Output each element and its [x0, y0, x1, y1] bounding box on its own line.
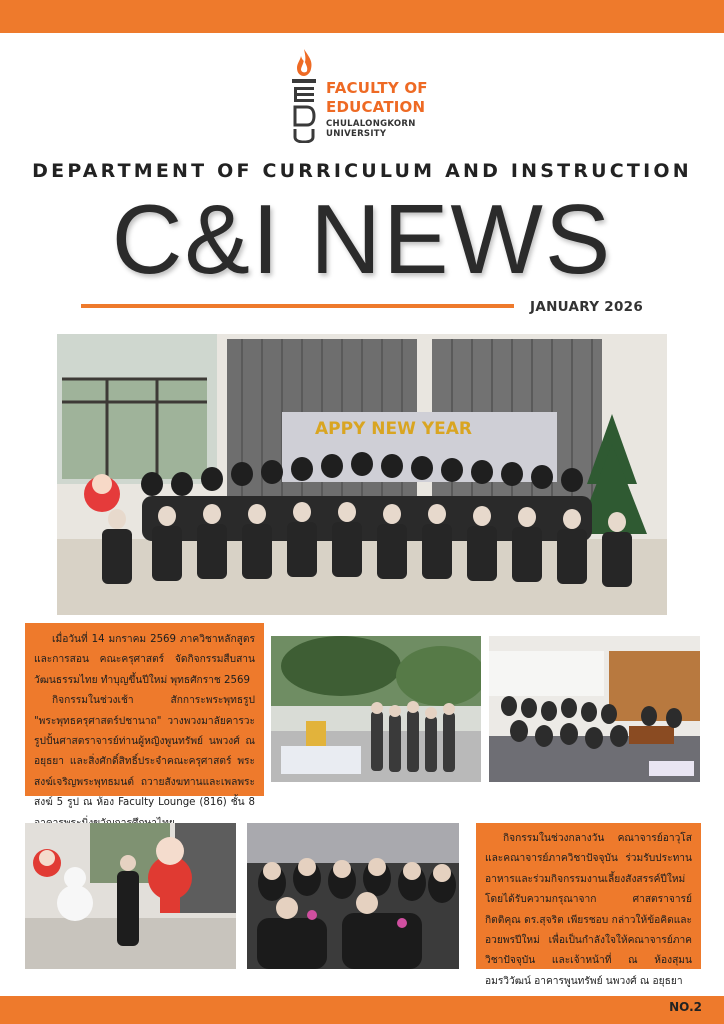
article-left-paragraph-2: กิจกรรมในช่วงเช้า สักการะพระพุทธรูป "พระพุทธครุศาสตร์ปชานาถ" วางพวงมาลัยคารวะรูปปั้นศาสตราจารย์ท่านผู้หญิงพูนทรัพย์ นพวงศ์ ณ อยุธยา และสิ่งศักดิ์สิทธิ์ประจำคณะครุศาสตร์ พระสงฆ์เจริญพระพุทธมนต์ ถวายสังฆทานและเพลพระสงฆ์ 5 รูป ณ ห้อง Faculty Lounge (816) ชั้น 8: [34, 695, 255, 809]
speaker-photo: [25, 823, 236, 969]
title-rule: [81, 304, 514, 308]
party-photo: [247, 823, 459, 969]
department-heading: DEPARTMENT OF CURRICULUM AND INSTRUCTION: [32, 160, 692, 182]
logo-university-line-1: CHULALONGKORN: [326, 119, 416, 129]
torch-edu-icon: [287, 47, 321, 143]
logo-university-line-2: UNIVERSITY: [326, 129, 387, 139]
newsletter-title: C&I NEWS: [111, 184, 613, 294]
article-right-paragraph-1: กิจกรรมในช่วงกลางวัน คณาจารย์อาวุโส และคณาจารย์ภาควิชาปัจจุบัน ร่วมรับประทานอาหารและร่วมกิจกรรมงานเลี้ยงสังสรรค์ปีใหม่ โดยได้รับความกรุณาจาก ศาสตราจารย์กิตติคุณ ดร.สุจริต เพียรชอบ กล่าวให้ข้อคิดและอวยพรปีใหม่ เพื่อเป็นกำลังใจให้คณาจารย์ภาควิชาปัจจุบัน และเจ้าหน้าที่ ณ ห้องสุมน อมรวิวัฒน์ อาคารพูนทรัพย์ นพวงศ์ ณ อยุธยา: [485, 833, 692, 987]
lounge-photo: [489, 636, 700, 782]
banner-text: APPY NEW YEAR: [315, 419, 472, 439]
article-left-paragraph-1: เมื่อวันที่ 14 มกราคม 2569 ภาควิชาหลักสูตรและการสอน คณะครุศาสตร์ จัดกิจกรรมสืบสานวัฒนธรรมไทย ทำบุญขึ้นปีใหม่ พุทธศักราช 2569: [34, 634, 255, 686]
article-left-box: [25, 623, 264, 809]
logo-line-1: FACULTY OF: [326, 79, 428, 97]
faculty-logo: [287, 47, 447, 143]
group-photo: [57, 334, 667, 615]
top-accent-bar: [0, 0, 724, 33]
logo-line-2: EDUCATION: [326, 98, 426, 116]
bottom-accent-bar: [0, 996, 724, 1024]
ceremony-photo: [271, 636, 481, 782]
issue-number: NO.2: [669, 1000, 702, 1014]
issue-date: JANUARY 2026: [530, 299, 644, 315]
article-right-box: [476, 823, 701, 987]
